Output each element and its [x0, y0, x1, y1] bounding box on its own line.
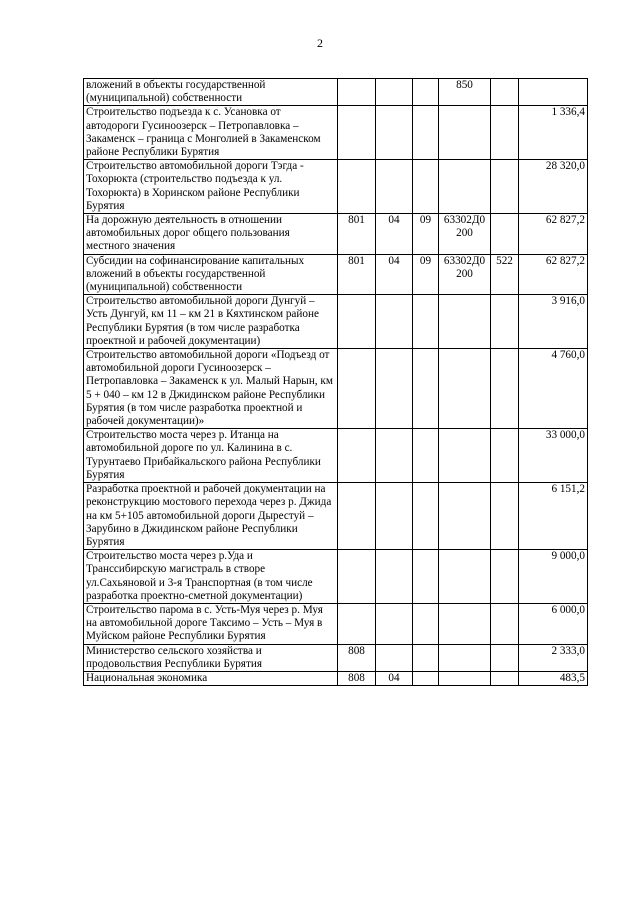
row-subsection-cell: [413, 603, 439, 644]
row-target-article-cell: [439, 644, 491, 671]
row-subsection-cell: 09: [413, 254, 439, 295]
row-amount-cell: 9 000,0: [519, 550, 588, 604]
row-expense-type-cell: [491, 349, 519, 429]
row-target-article-cell: [439, 550, 491, 604]
row-ministry-code-cell: [338, 349, 376, 429]
row-target-article-cell: [439, 429, 491, 483]
row-ministry-code-cell: [338, 106, 376, 160]
row-ministry-code-cell: 808: [338, 671, 376, 685]
row-name-cell: Строительство подъезда к с. Усановка от автодороги Гусиноозерск – Петропавловка – Закаменск – граница с Монголией в Закаменском районе Республики Бурятия: [84, 106, 338, 160]
row-target-article-cell: [439, 671, 491, 685]
row-amount-cell: 62 827,2: [519, 214, 588, 255]
row-expense-type-cell: [491, 603, 519, 644]
row-ministry-code-cell: 808: [338, 644, 376, 671]
row-section-cell: [376, 550, 413, 604]
row-section-cell: [376, 79, 413, 106]
row-section-cell: 04: [376, 214, 413, 255]
row-target-article-cell: 63302Д0 200: [439, 254, 491, 295]
budget-table-body: [84, 79, 588, 686]
row-name-cell: Национальная экономика: [84, 671, 338, 685]
row-subsection-cell: [413, 295, 439, 349]
row-expense-type-cell: [491, 550, 519, 604]
row-target-article-cell: 63302Д0 200: [439, 214, 491, 255]
row-ministry-code-cell: [338, 603, 376, 644]
row-amount-cell: 6 151,2: [519, 483, 588, 550]
table-row: [84, 550, 588, 604]
table-row: [84, 644, 588, 671]
table-row: [84, 671, 588, 685]
table-row: [84, 160, 588, 214]
row-name-cell: Строительство автомобильной дороги «Подъезд от автомобильной дороги Гусиноозерск – Петропавловка – Закаменск к ул. Малый Нарын, км 5 + 040 – км 12 в Джидинском районе Республики Бурятия (в том числе разработка проектной и рабочей документации)»: [84, 349, 338, 429]
row-amount-cell: 62 827,2: [519, 254, 588, 295]
row-expense-type-cell: [491, 483, 519, 550]
table-row: [84, 106, 588, 160]
row-amount-cell: 4 760,0: [519, 349, 588, 429]
row-expense-type-cell: [491, 671, 519, 685]
table-row: [84, 295, 588, 349]
row-name-cell: Строительство парома в с. Усть-Муя через р. Муя на автомобильной дороге Таксимо – Усть – Муя в Муйском районе Республики Бурятия: [84, 603, 338, 644]
table-row: [84, 483, 588, 550]
row-amount-cell: 1 336,4: [519, 106, 588, 160]
row-ministry-code-cell: 801: [338, 214, 376, 255]
row-amount-cell: 33 000,0: [519, 429, 588, 483]
table-row: [84, 79, 588, 106]
row-ministry-code-cell: 801: [338, 254, 376, 295]
row-subsection-cell: [413, 483, 439, 550]
row-section-cell: [376, 483, 413, 550]
row-name-cell: Строительство автомобильной дороги Дунгуй – Усть Дунгуй, км 11 – км 21 в Кяхтинском районе Республики Бурятия (в том числе разработка проектной и рабочей документации): [84, 295, 338, 349]
row-name-cell: Строительство автомобильной дороги Тэгда - Тохорюкта (строительство подъезда к ул. Тохорюкта) в Хоринском районе Республики Бурятия: [84, 160, 338, 214]
row-subsection-cell: [413, 429, 439, 483]
row-target-article-cell: [439, 603, 491, 644]
row-expense-type-cell: [491, 214, 519, 255]
row-subsection-cell: [413, 550, 439, 604]
row-expense-type-cell: [491, 106, 519, 160]
row-amount-cell: 3 916,0: [519, 295, 588, 349]
row-target-article-cell: [439, 106, 491, 160]
row-name-cell: вложений в объекты государственной (муниципальной) собственности: [84, 79, 338, 106]
row-expense-type-cell: [491, 79, 519, 106]
table-row: [84, 254, 588, 295]
row-section-cell: [376, 603, 413, 644]
table-row: [84, 214, 588, 255]
row-amount-cell: 2 333,0: [519, 644, 588, 671]
row-ministry-code-cell: [338, 295, 376, 349]
row-expense-type-cell: 522: [491, 254, 519, 295]
row-expense-type-cell: [491, 295, 519, 349]
row-expense-type-cell: [491, 160, 519, 214]
row-subsection-cell: [413, 671, 439, 685]
row-expense-type-cell: [491, 429, 519, 483]
row-section-cell: 04: [376, 254, 413, 295]
row-ministry-code-cell: [338, 550, 376, 604]
table-row: [84, 349, 588, 429]
row-subsection-cell: [413, 644, 439, 671]
row-amount-cell: 483,5: [519, 671, 588, 685]
row-amount-cell: 6 000,0: [519, 603, 588, 644]
row-name-cell: Субсидии на софинансирование капитальных вложений в объекты государственной (муниципальной) собственности: [84, 254, 338, 295]
row-ministry-code-cell: [338, 160, 376, 214]
row-target-article-cell: [439, 295, 491, 349]
row-amount-cell: 28 320,0: [519, 160, 588, 214]
row-ministry-code-cell: [338, 79, 376, 106]
row-subsection-cell: [413, 349, 439, 429]
row-target-article-cell: [439, 349, 491, 429]
row-section-cell: [376, 295, 413, 349]
row-name-cell: Разработка проектной и рабочей документации на реконструкцию мостового перехода через р. Джида на км 5+105 автомобильной дороги Дырестуй – Зарубино в Джидинском районе Республики Бурятия: [84, 483, 338, 550]
row-name-cell: Министерство сельского хозяйства и продовольствия Республики Бурятия: [84, 644, 338, 671]
row-name-cell: На дорожную деятельность в отношении автомобильных дорог общего пользования местного значения: [84, 214, 338, 255]
row-expense-type-cell: [491, 644, 519, 671]
row-target-article-cell: 850: [439, 79, 491, 106]
table-row: [84, 603, 588, 644]
row-ministry-code-cell: [338, 483, 376, 550]
row-section-cell: [376, 349, 413, 429]
row-target-article-cell: [439, 160, 491, 214]
row-target-article-cell: [439, 483, 491, 550]
budget-table: [83, 78, 588, 686]
row-subsection-cell: 09: [413, 214, 439, 255]
row-subsection-cell: [413, 79, 439, 106]
row-name-cell: Строительство моста через р.Уда и Транссибирскую магистраль в створе ул.Сахьяновой и 3-я Транспортная (в том числе разработка проектно-сметной документации): [84, 550, 338, 604]
row-amount-cell: [519, 79, 588, 106]
row-section-cell: [376, 160, 413, 214]
row-subsection-cell: [413, 160, 439, 214]
row-ministry-code-cell: [338, 429, 376, 483]
table-row: [84, 429, 588, 483]
row-subsection-cell: [413, 106, 439, 160]
page-number: 2: [317, 36, 323, 50]
row-section-cell: [376, 429, 413, 483]
row-name-cell: Строительство моста через р. Итанца на автомобильной дороге по ул. Калинина в с. Турунтаево Прибайкальского района Республики Бурятия: [84, 429, 338, 483]
row-section-cell: [376, 106, 413, 160]
row-section-cell: 04: [376, 671, 413, 685]
row-section-cell: [376, 644, 413, 671]
